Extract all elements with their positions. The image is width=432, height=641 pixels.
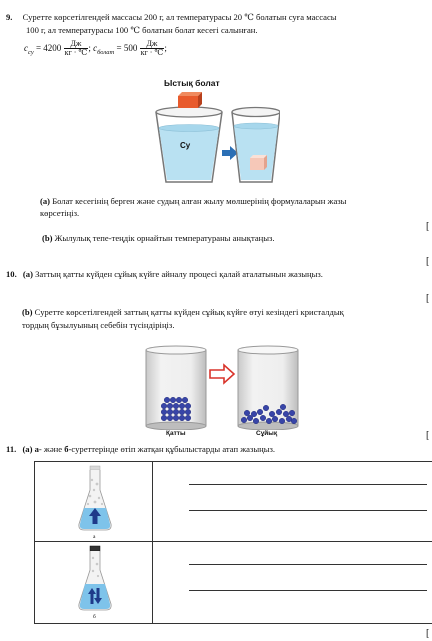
q9-figure (150, 78, 280, 188)
q10-figure (144, 344, 304, 440)
mark-bracket-2: [ (426, 256, 430, 267)
flask-b-label: б (93, 614, 96, 620)
mark-bracket-1: [ (426, 221, 430, 232)
flask-a-illustration (75, 464, 115, 536)
melting-arrow-icon (210, 365, 234, 383)
q9-part-b (42, 233, 275, 244)
liquid-jar (238, 346, 298, 430)
q10-part-a (6, 269, 323, 280)
mark-bracket-4: [ (426, 430, 430, 441)
q9-part-b-text: Жылулық тепе-теңдік орнайтын температураны анықтаңыз. (54, 233, 275, 243)
c-steel-sub: болат (97, 48, 115, 56)
answer-line[interactable] (189, 590, 427, 591)
answer-line[interactable] (189, 564, 427, 565)
q9-number: 9. (6, 12, 13, 22)
answer-line[interactable] (189, 484, 427, 485)
q11-part-a-label: (a) (22, 444, 33, 454)
mark-bracket-5: [ (426, 628, 430, 639)
q10-part-b-line1 (22, 307, 344, 318)
q9-formula: $c_{су} = 4200$ $\frac{Дж}{кг \cdot ℃}$ ; $c_{болат} = 500$ $\frac{Дж}{кг \cdot ℃}$ ; (24, 39, 167, 58)
q9-part-a-line1 (40, 196, 346, 207)
q10-part-a-text: Заттың қатты күйден сұйық күйге айналу процесі қалай аталатынын жазыңыз. (35, 269, 323, 279)
q10-part-b-text: Суретте көрсетілгендей заттың қатты күйден сұйық күйге өтуі кезіндегі кристалдық (34, 307, 344, 317)
flask-a-label: а (93, 534, 96, 540)
c-water-value: = 4200 (35, 42, 62, 53)
unit-num-1: Дж (64, 40, 89, 49)
answer-line[interactable] (189, 510, 427, 511)
q9-text-line2: 100 г, ал температурасы 100 ℃ болатын болат кесегі салынған. (26, 25, 258, 35)
hot-steel-title: Ыстық болат (164, 78, 220, 88)
liquid-label: Сұйық (256, 430, 278, 437)
unit-den-2: кг · ℃ (140, 48, 164, 58)
table-row (35, 462, 432, 542)
mark-bracket-3: [ (426, 293, 430, 304)
c-steel-value: = 500 (116, 42, 138, 53)
q9-part-a-label: (a) (40, 196, 51, 206)
q11-part-a (6, 444, 275, 455)
answer-a-cell[interactable] (153, 462, 432, 542)
unit-fraction-2 (140, 40, 165, 58)
q11-a-letter: а (34, 444, 39, 454)
flask-b-illustration (75, 544, 115, 616)
c-steel-symbol: c (93, 42, 98, 53)
water-label: Су (180, 141, 191, 150)
q10-part-a-label: (a) (22, 269, 33, 279)
hot-steel-block (178, 92, 202, 108)
q11-mid-text: - және (38, 444, 63, 454)
q10-part-b-line2: тордың бұзылуының себебін түсіндіріңіз. (22, 320, 175, 330)
q11-rest-text: -суреттерінде өтіп жатқан құбылыстарды атап жазыңыз. (68, 444, 276, 454)
q10-part-b-label: (b) (22, 307, 33, 317)
q9-text-line1 (6, 12, 337, 23)
c-water-symbol: c (24, 42, 28, 53)
solid-label: Қатты (166, 430, 186, 437)
q11-number: 11. (6, 444, 17, 454)
flask-b-cell (35, 542, 153, 624)
q11-b-letter: б (64, 444, 69, 454)
q11-answer-table (34, 461, 432, 624)
unit-fraction-1 (64, 40, 89, 58)
solid-jar (146, 346, 206, 430)
melting-illustration (144, 344, 304, 430)
calorimetry-illustration (150, 90, 280, 188)
right-cup (232, 108, 280, 183)
table-row (35, 542, 432, 624)
q10-number: 10. (6, 269, 17, 279)
c-water-sub: су (28, 48, 34, 56)
unit-den-1: кг · ℃ (64, 48, 88, 58)
unit-num-2: Дж (140, 40, 165, 49)
q9-part-a-text: Болат кесегінің берген және судың алған жылу мөлшерінің формулаларын жазы (52, 196, 347, 206)
q9-part-b-label: (b) (42, 233, 53, 243)
answer-b-cell[interactable] (153, 542, 432, 624)
flask-a-cell (35, 462, 153, 542)
q9-text: Суретте көрсетілгендей массасы 200 г, ал температурасы 20 ℃ болатын суға массасы (22, 12, 337, 22)
q9-part-a-line2: көрсетіңіз. (40, 208, 80, 218)
